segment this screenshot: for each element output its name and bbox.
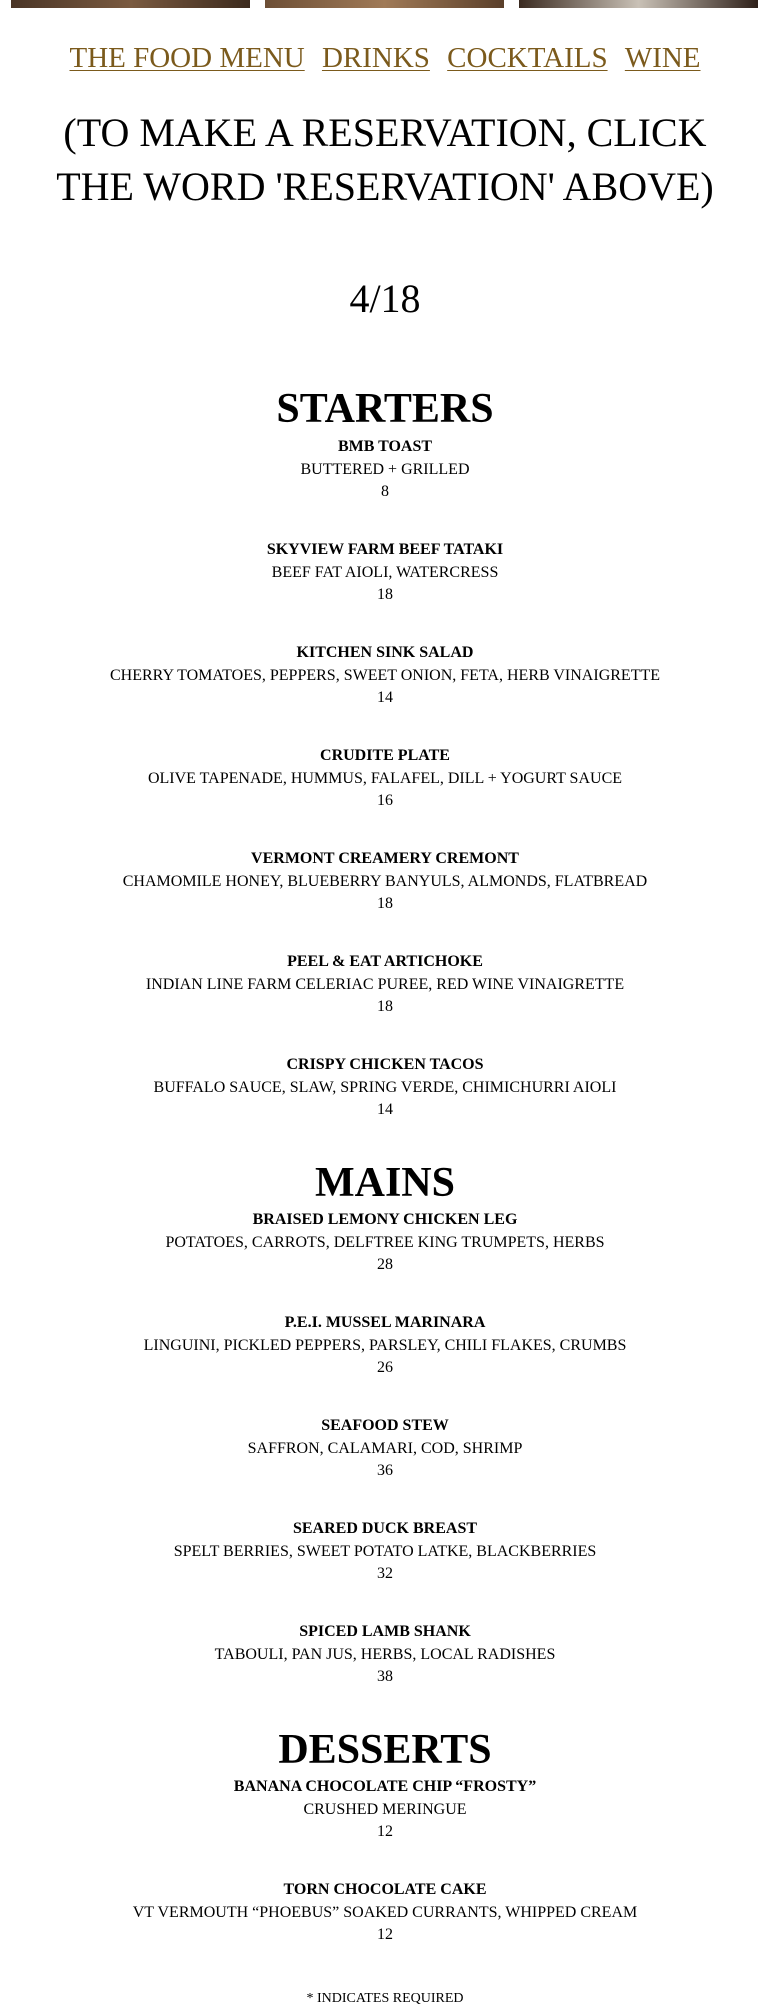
item-name: KITCHEN SINK SALAD (296, 644, 474, 661)
food-photo (11, 0, 250, 8)
nav-link-food-menu[interactable]: THE FOOD MENU (69, 42, 305, 74)
menu-nav (0, 40, 770, 76)
item-price: 28 (377, 1256, 393, 1273)
item-name: VERMONT CREAMERY CREMONT (251, 850, 519, 867)
item-price: 18 (377, 586, 393, 603)
item-description: INDIAN LINE FARM CELERIAC PUREE, RED WINE VINAIGRETTE (145, 975, 625, 993)
menu-item (0, 1415, 770, 1483)
menu-item (0, 1518, 770, 1586)
item-price: 38 (377, 1668, 393, 1685)
section-title-desserts: DESSERTS (278, 1727, 492, 1773)
item-description: BUTTERED + GRILLED (300, 460, 470, 478)
item-price: 26 (377, 1359, 393, 1376)
menu-item (0, 848, 770, 916)
item-price: 18 (377, 895, 393, 912)
menu-item (0, 436, 770, 504)
menu-date: 4/18 (349, 276, 421, 321)
item-name: BANANA CHOCOLATE CHIP “FROSTY” (233, 1778, 537, 1795)
item-description: BEEF FAT AIOLI, WATERCRESS (271, 563, 499, 581)
item-description: LINGUINI, PICKLED PEPPERS, PARSLEY, CHILI FLAKES, CRUMBS (143, 1336, 627, 1354)
item-description: CHAMOMILE HONEY, BLUEBERRY BANYULS, ALMONDS, FLATBREAD (122, 872, 648, 890)
item-price: 16 (377, 792, 393, 809)
item-description: SAFFRON, CALAMARI, COD, SHRIMP (247, 1439, 523, 1457)
item-name: SEARED DUCK BREAST (292, 1520, 478, 1537)
nav-link-cocktails[interactable]: COCKTAILS (447, 42, 608, 74)
reservation-notice: (TO MAKE A RESERVATION, CLICK THE WORD 'RESERVATION' ABOVE) (56, 110, 714, 209)
menu-item (0, 1776, 770, 1844)
item-description: SPELT BERRIES, SWEET POTATO LATKE, BLACKBERRIES (173, 1542, 597, 1560)
food-photo (265, 0, 504, 8)
menu-item (0, 1312, 770, 1380)
item-name: CRISPY CHICKEN TACOS (286, 1056, 484, 1073)
menu-item (0, 1879, 770, 1947)
item-name: SPICED LAMB SHANK (299, 1623, 471, 1640)
item-price: 32 (377, 1565, 393, 1582)
menu-item (0, 642, 770, 710)
menu-item (0, 1209, 770, 1277)
item-name: SEAFOOD STEW (321, 1417, 449, 1434)
section-title-starters: STARTERS (276, 386, 494, 432)
item-name: BMB TOAST (337, 438, 433, 455)
item-description: POTATOES, CARROTS, DELFTREE KING TRUMPETS, HERBS (165, 1233, 605, 1251)
section-title-mains: MAINS (314, 1160, 455, 1206)
menu-item (0, 745, 770, 813)
item-price: 36 (377, 1462, 393, 1479)
item-description: OLIVE TAPENADE, HUMMUS, FALAFEL, DILL + YOGURT SAUCE (147, 769, 623, 787)
menu-item (0, 1054, 770, 1122)
item-name: SKYVIEW FARM BEEF TATAKI (266, 541, 504, 558)
item-description: CRUSHED MERINGUE (303, 1800, 467, 1818)
item-name: TORN CHOCOLATE CAKE (283, 1881, 487, 1898)
item-description: VT VERMOUTH “PHOEBUS” SOAKED CURRANTS, WHIPPED CREAM (132, 1903, 638, 1921)
menu-item (0, 1621, 770, 1689)
nav-link-drinks[interactable]: DRINKS (321, 42, 430, 74)
required-footnote: * INDICATES REQUIRED (306, 1991, 464, 2006)
item-name: P.E.I. MUSSEL MARINARA (284, 1314, 486, 1331)
item-description: CHERRY TOMATOES, PEPPERS, SWEET ONION, FETA, HERB VINAIGRETTE (109, 666, 661, 684)
nav-link-wine[interactable]: WINE (624, 42, 701, 74)
photo-strip (0, 0, 770, 8)
menu-item (0, 539, 770, 607)
item-price: 14 (377, 1101, 393, 1118)
item-name: CRUDITE PLATE (320, 747, 450, 764)
item-price: 14 (377, 689, 393, 706)
food-photo (519, 0, 758, 8)
item-price: 12 (377, 1823, 393, 1840)
item-name: PEEL & EAT ARTICHOKE (287, 953, 483, 970)
item-price: 18 (377, 998, 393, 1015)
item-description: BUFFALO SAUCE, SLAW, SPRING VERDE, CHIMICHURRI AIOLI (153, 1078, 617, 1096)
item-price: 12 (377, 1926, 393, 1943)
menu-item (0, 951, 770, 1019)
item-description: TABOULI, PAN JUS, HERBS, LOCAL RADISHES (214, 1645, 556, 1663)
item-price: 8 (381, 483, 389, 500)
item-name: BRAISED LEMONY CHICKEN LEG (252, 1211, 518, 1228)
